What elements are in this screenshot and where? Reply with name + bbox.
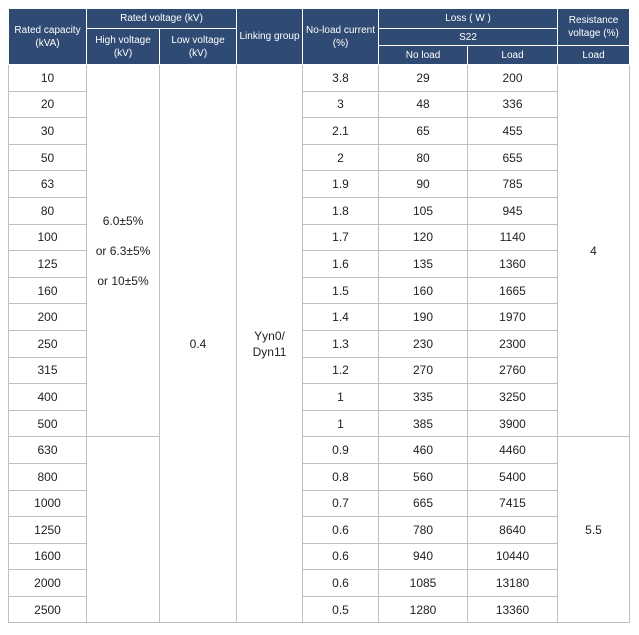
load-loss-cell: 7415 xyxy=(468,490,558,517)
table-row xyxy=(9,65,630,92)
load-loss-cell: 3900 xyxy=(468,410,558,437)
capacity-cell: 200 xyxy=(9,304,87,331)
no-load-current-cell: 3 xyxy=(303,91,379,118)
no-load-loss-cell: 230 xyxy=(379,330,468,357)
no-load-loss-cell: 160 xyxy=(379,277,468,304)
no-load-loss-cell: 29 xyxy=(379,65,468,92)
no-load-loss-cell: 80 xyxy=(379,144,468,171)
no-load-current-cell: 1.4 xyxy=(303,304,379,331)
table-body xyxy=(9,65,630,623)
header-high-voltage: High voltage (kV) xyxy=(87,29,160,65)
load-loss-cell: 945 xyxy=(468,197,558,224)
capacity-cell: 1000 xyxy=(9,490,87,517)
capacity-cell: 30 xyxy=(9,118,87,145)
load-loss-cell: 3250 xyxy=(468,384,558,411)
header-resistance-voltage: Resistance voltage (%) xyxy=(558,9,630,46)
no-load-loss-cell: 190 xyxy=(379,304,468,331)
load-loss-cell: 13360 xyxy=(468,596,558,623)
no-load-current-cell: 0.6 xyxy=(303,570,379,597)
no-load-current-cell: 2 xyxy=(303,144,379,171)
no-load-current-cell: 0.9 xyxy=(303,437,379,464)
no-load-current-cell: 1.9 xyxy=(303,171,379,198)
linking-group-line: Yyn0/ xyxy=(254,328,285,343)
load-loss-cell: 785 xyxy=(468,171,558,198)
load-loss-cell: 1970 xyxy=(468,304,558,331)
load-loss-cell: 200 xyxy=(468,65,558,92)
no-load-loss-cell: 335 xyxy=(379,384,468,411)
no-load-loss-cell: 385 xyxy=(379,410,468,437)
no-load-loss-cell: 1085 xyxy=(379,570,468,597)
header-no-load-loss: No load xyxy=(379,46,468,65)
capacity-cell: 315 xyxy=(9,357,87,384)
header-linking-group: Linking group xyxy=(237,9,303,65)
linking-group-line: Dyn11 xyxy=(252,344,287,359)
no-load-current-cell: 2.1 xyxy=(303,118,379,145)
capacity-cell: 400 xyxy=(9,384,87,411)
no-load-loss-cell: 48 xyxy=(379,91,468,118)
load-loss-cell: 5400 xyxy=(468,463,558,490)
no-load-loss-cell: 270 xyxy=(379,357,468,384)
capacity-cell: 1600 xyxy=(9,543,87,570)
load-loss-cell: 455 xyxy=(468,118,558,145)
header-loss: Loss ( W ) xyxy=(379,9,558,29)
no-load-loss-cell: 90 xyxy=(379,171,468,198)
no-load-current-cell: 0.8 xyxy=(303,463,379,490)
no-load-current-cell: 3.8 xyxy=(303,65,379,92)
no-load-current-cell: 1 xyxy=(303,410,379,437)
no-load-loss-cell: 665 xyxy=(379,490,468,517)
load-loss-cell: 655 xyxy=(468,144,558,171)
low-voltage-cell: 0.4 xyxy=(160,65,237,623)
capacity-cell: 630 xyxy=(9,437,87,464)
no-load-loss-cell: 135 xyxy=(379,251,468,278)
header-rated-voltage: Rated voltage (kV) xyxy=(87,9,237,29)
header-load-loss: Load xyxy=(468,46,558,65)
capacity-cell: 2500 xyxy=(9,596,87,623)
no-load-loss-cell: 560 xyxy=(379,463,468,490)
load-loss-cell: 1360 xyxy=(468,251,558,278)
header-rated-capacity: Rated capacity (kVA) xyxy=(9,9,87,65)
capacity-cell: 80 xyxy=(9,197,87,224)
no-load-loss-cell: 120 xyxy=(379,224,468,251)
high-voltage-line: 6.0±5% xyxy=(102,213,144,228)
capacity-cell: 2000 xyxy=(9,570,87,597)
capacity-cell: 50 xyxy=(9,144,87,171)
load-loss-cell: 13180 xyxy=(468,570,558,597)
load-loss-cell: 2760 xyxy=(468,357,558,384)
capacity-cell: 250 xyxy=(9,330,87,357)
no-load-loss-cell: 940 xyxy=(379,543,468,570)
capacity-cell: 125 xyxy=(9,251,87,278)
no-load-loss-cell: 65 xyxy=(379,118,468,145)
load-loss-cell: 2300 xyxy=(468,330,558,357)
header-no-load-current: No-load current (%) xyxy=(303,9,379,65)
no-load-current-cell: 0.7 xyxy=(303,490,379,517)
no-load-current-cell: 1 xyxy=(303,384,379,411)
table-row xyxy=(9,437,630,464)
no-load-current-cell: 1.8 xyxy=(303,197,379,224)
load-loss-cell: 1665 xyxy=(468,277,558,304)
capacity-cell: 800 xyxy=(9,463,87,490)
high-voltage-cell xyxy=(87,65,160,437)
high-voltage-line: or 10±5% xyxy=(97,273,149,288)
no-load-loss-cell: 105 xyxy=(379,197,468,224)
high-voltage-cell-lower xyxy=(87,437,160,623)
no-load-current-cell: 0.6 xyxy=(303,517,379,544)
capacity-cell: 100 xyxy=(9,224,87,251)
transformer-spec-table xyxy=(8,8,630,623)
no-load-loss-cell: 1280 xyxy=(379,596,468,623)
no-load-current-cell: 1.3 xyxy=(303,330,379,357)
capacity-cell: 160 xyxy=(9,277,87,304)
linking-group-cell xyxy=(237,65,303,623)
capacity-cell: 20 xyxy=(9,91,87,118)
no-load-current-cell: 1.6 xyxy=(303,251,379,278)
resistance-voltage-lower: 5.5 xyxy=(558,437,630,623)
capacity-cell: 500 xyxy=(9,410,87,437)
load-loss-cell: 336 xyxy=(468,91,558,118)
capacity-cell: 10 xyxy=(9,65,87,92)
no-load-current-cell: 0.6 xyxy=(303,543,379,570)
load-loss-cell: 4460 xyxy=(468,437,558,464)
load-loss-cell: 1140 xyxy=(468,224,558,251)
high-voltage-line: or 6.3±5% xyxy=(95,243,151,258)
header-low-voltage: Low voltage (kV) xyxy=(160,29,237,65)
no-load-current-cell: 1.2 xyxy=(303,357,379,384)
load-loss-cell: 8640 xyxy=(468,517,558,544)
no-load-current-cell: 1.7 xyxy=(303,224,379,251)
capacity-cell: 1250 xyxy=(9,517,87,544)
no-load-current-cell: 1.5 xyxy=(303,277,379,304)
capacity-cell: 63 xyxy=(9,171,87,198)
no-load-loss-cell: 780 xyxy=(379,517,468,544)
load-loss-cell: 10440 xyxy=(468,543,558,570)
header-s22: S22 xyxy=(379,29,558,46)
no-load-loss-cell: 460 xyxy=(379,437,468,464)
header-resistance-load: Load xyxy=(558,46,630,65)
no-load-current-cell: 0.5 xyxy=(303,596,379,623)
resistance-voltage-upper: 4 xyxy=(558,65,630,437)
